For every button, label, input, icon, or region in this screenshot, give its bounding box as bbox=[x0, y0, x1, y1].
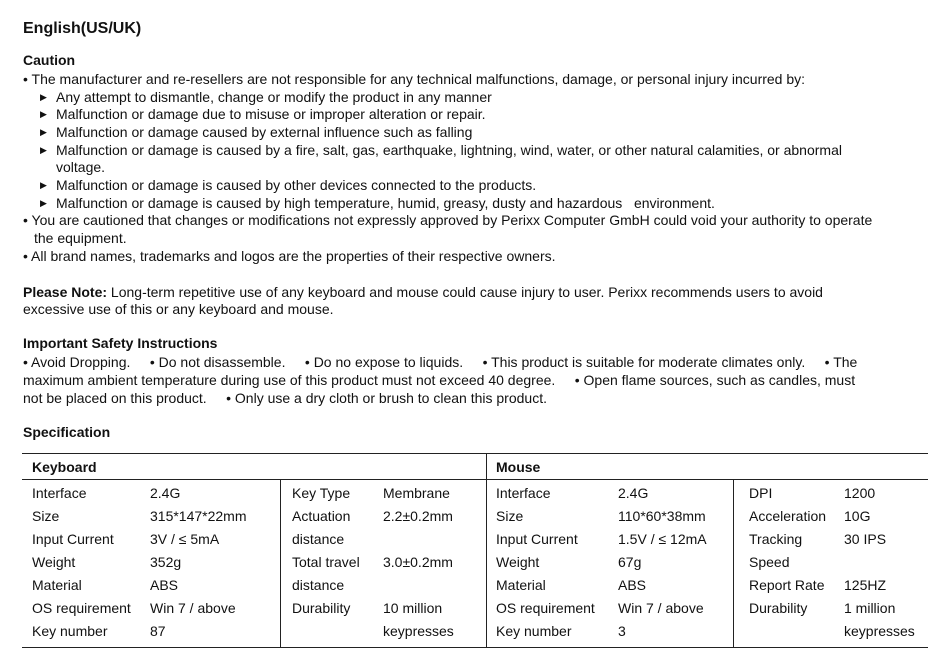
keyboard-spec-value: 87 bbox=[150, 623, 166, 639]
mouse-extra-spec-value: 30 IPS bbox=[844, 531, 887, 547]
arrow-bullet-icon: ▶ bbox=[40, 145, 47, 155]
mouse-extra-spec-value: 10G bbox=[844, 508, 871, 524]
safety-line-3: not be placed on this product. • Only use a dry cloth or brush to clean this product. bbox=[23, 390, 547, 406]
arrow-bullet-icon: ▶ bbox=[40, 127, 47, 137]
keyboard-extra-spec-label: Durability bbox=[292, 600, 351, 616]
caution-intro: • The manufacturer and re-resellers are not responsible for any technical malfunctions, damage, or personal injury incurred by: bbox=[23, 71, 806, 87]
mouse-spec-label: Key number bbox=[496, 623, 572, 639]
caution-bullet-modifications-cont: the equipment. bbox=[34, 230, 127, 246]
mouse-extra-spec-label: Tracking bbox=[749, 531, 803, 547]
keyboard-extra-spec-value: 3.0±0.2mm bbox=[383, 554, 453, 570]
please-note-text: Long-term repetitive use of any keyboard and mouse could cause injury to user. Perixx recommends users to avoid bbox=[107, 284, 823, 300]
mouse-spec-value: 110*60*38mm bbox=[618, 508, 706, 524]
mouse-spec-value: ABS bbox=[618, 577, 647, 593]
caution-sub-item: Malfunction or damage is caused by a fire, salt, gas, earthquake, lightning, wind, water, or other natural calamities, or abnormal bbox=[56, 142, 842, 158]
spec-title: Specification bbox=[23, 424, 111, 440]
keyboard-extra-spec-label: distance bbox=[292, 531, 345, 547]
keyboard-spec-label: Input Current bbox=[32, 531, 114, 547]
caution-bullet-trademarks: • All brand names, trademarks and logos are the properties of their respective owners. bbox=[23, 248, 556, 264]
mouse-spec-label: Weight bbox=[496, 554, 540, 570]
mouse-extra-spec-label: Acceleration bbox=[749, 508, 827, 524]
mouse-spec-value: 2.4G bbox=[618, 485, 649, 501]
keyboard-extra-spec-value: 2.2±0.2mm bbox=[383, 508, 453, 524]
mouse-spec-value: 3 bbox=[618, 623, 626, 639]
keyboard-spec-value: ABS bbox=[150, 577, 179, 593]
keyboard-spec-value: 352g bbox=[150, 554, 182, 570]
spec-table bbox=[22, 453, 928, 648]
mouse-extra-spec-value: 1 million bbox=[844, 600, 896, 616]
spec-header-divider bbox=[22, 479, 928, 480]
keyboard-extra-spec-label: distance bbox=[292, 577, 345, 593]
please-note-cont: excessive use of this or any keyboard and mouse. bbox=[23, 301, 334, 317]
caution-title: Caution bbox=[23, 52, 76, 68]
mouse-spec-label: Size bbox=[496, 508, 524, 524]
keyboard-spec-value: 2.4G bbox=[150, 485, 181, 501]
mouse-extra-spec-label: Speed bbox=[749, 554, 790, 570]
spec-divider-keyboard bbox=[280, 479, 281, 647]
arrow-bullet-icon: ▶ bbox=[40, 109, 47, 119]
caution-sub-item: Malfunction or damage is caused by other devices connected to the products. bbox=[56, 177, 537, 193]
mouse-spec-value: 67g bbox=[618, 554, 642, 570]
spec-divider-mouse bbox=[733, 479, 734, 647]
mouse-spec-label: Interface bbox=[496, 485, 551, 501]
keyboard-extra-spec-label: Total travel bbox=[292, 554, 360, 570]
arrow-bullet-icon: ▶ bbox=[40, 198, 47, 208]
keyboard-spec-label: Interface bbox=[32, 485, 87, 501]
mouse-spec-label: Input Current bbox=[496, 531, 578, 547]
please-note-label: Please Note: bbox=[23, 284, 108, 300]
keyboard-extra-spec-value: 10 million bbox=[383, 600, 443, 616]
keyboard-spec-value: 3V / ≤ 5mA bbox=[150, 531, 220, 547]
caution-sub-item: Malfunction or damage caused by external influence such as falling bbox=[56, 124, 473, 140]
keyboard-spec-label: OS requirement bbox=[32, 600, 131, 616]
safety-line-1: • Avoid Dropping. • Do not disassemble. • Do no expose to liquids. • This product is suitable for moderate climates only. • The bbox=[23, 354, 858, 370]
keyboard-spec-label: Material bbox=[32, 577, 82, 593]
caution-sub-item: Malfunction or damage is caused by high temperature, humid, greasy, dusty and hazardous environment. bbox=[56, 195, 715, 211]
keyboard-spec-label: Key number bbox=[32, 623, 108, 639]
spec-divider-main bbox=[486, 454, 487, 647]
mouse-extra-spec-label: Durability bbox=[749, 600, 808, 616]
keyboard-spec-label: Size bbox=[32, 508, 60, 524]
please-note bbox=[23, 283, 823, 301]
keyboard-spec-value: Win 7 / above bbox=[150, 600, 236, 616]
keyboard-extra-spec-label: Actuation bbox=[292, 508, 351, 524]
arrow-bullet-icon: ▶ bbox=[40, 92, 47, 102]
caution-sub-item-cont: voltage. bbox=[56, 159, 106, 175]
keyboard-header: Keyboard bbox=[32, 459, 97, 475]
keyboard-extra-spec-value: keypresses bbox=[383, 623, 454, 639]
caution-sub-item: Malfunction or damage due to misuse or improper alteration or repair. bbox=[56, 106, 486, 122]
arrow-bullet-icon: ▶ bbox=[40, 180, 47, 190]
mouse-extra-spec-label: Report Rate bbox=[749, 577, 825, 593]
mouse-extra-spec-value: 1200 bbox=[844, 485, 876, 501]
mouse-spec-label: OS requirement bbox=[496, 600, 595, 616]
keyboard-extra-spec-label: Key Type bbox=[292, 485, 351, 501]
keyboard-spec-label: Weight bbox=[32, 554, 76, 570]
keyboard-spec-value: 315*147*22mm bbox=[150, 508, 247, 524]
caution-bullet-modifications: • You are cautioned that changes or modifications not expressly approved by Perixx Computer GmbH could void your authority to operate bbox=[23, 212, 873, 228]
mouse-spec-value: 1.5V / ≤ 12mA bbox=[618, 531, 707, 547]
language-heading: English(US/UK) bbox=[23, 20, 142, 37]
mouse-header: Mouse bbox=[496, 459, 541, 475]
keyboard-extra-spec-value: Membrane bbox=[383, 485, 450, 501]
safety-title: Important Safety Instructions bbox=[23, 335, 218, 351]
mouse-spec-label: Material bbox=[496, 577, 546, 593]
caution-sub-item: Any attempt to dismantle, change or modify the product in any manner bbox=[56, 89, 492, 105]
mouse-extra-spec-value: 125HZ bbox=[844, 577, 887, 593]
mouse-extra-spec-value: keypresses bbox=[844, 623, 915, 639]
mouse-extra-spec-label: DPI bbox=[749, 485, 773, 501]
mouse-spec-value: Win 7 / above bbox=[618, 600, 704, 616]
safety-line-2: maximum ambient temperature during use of this product must not exceed 40 degree. • Open flame sources, such as candles, must bbox=[23, 372, 856, 388]
